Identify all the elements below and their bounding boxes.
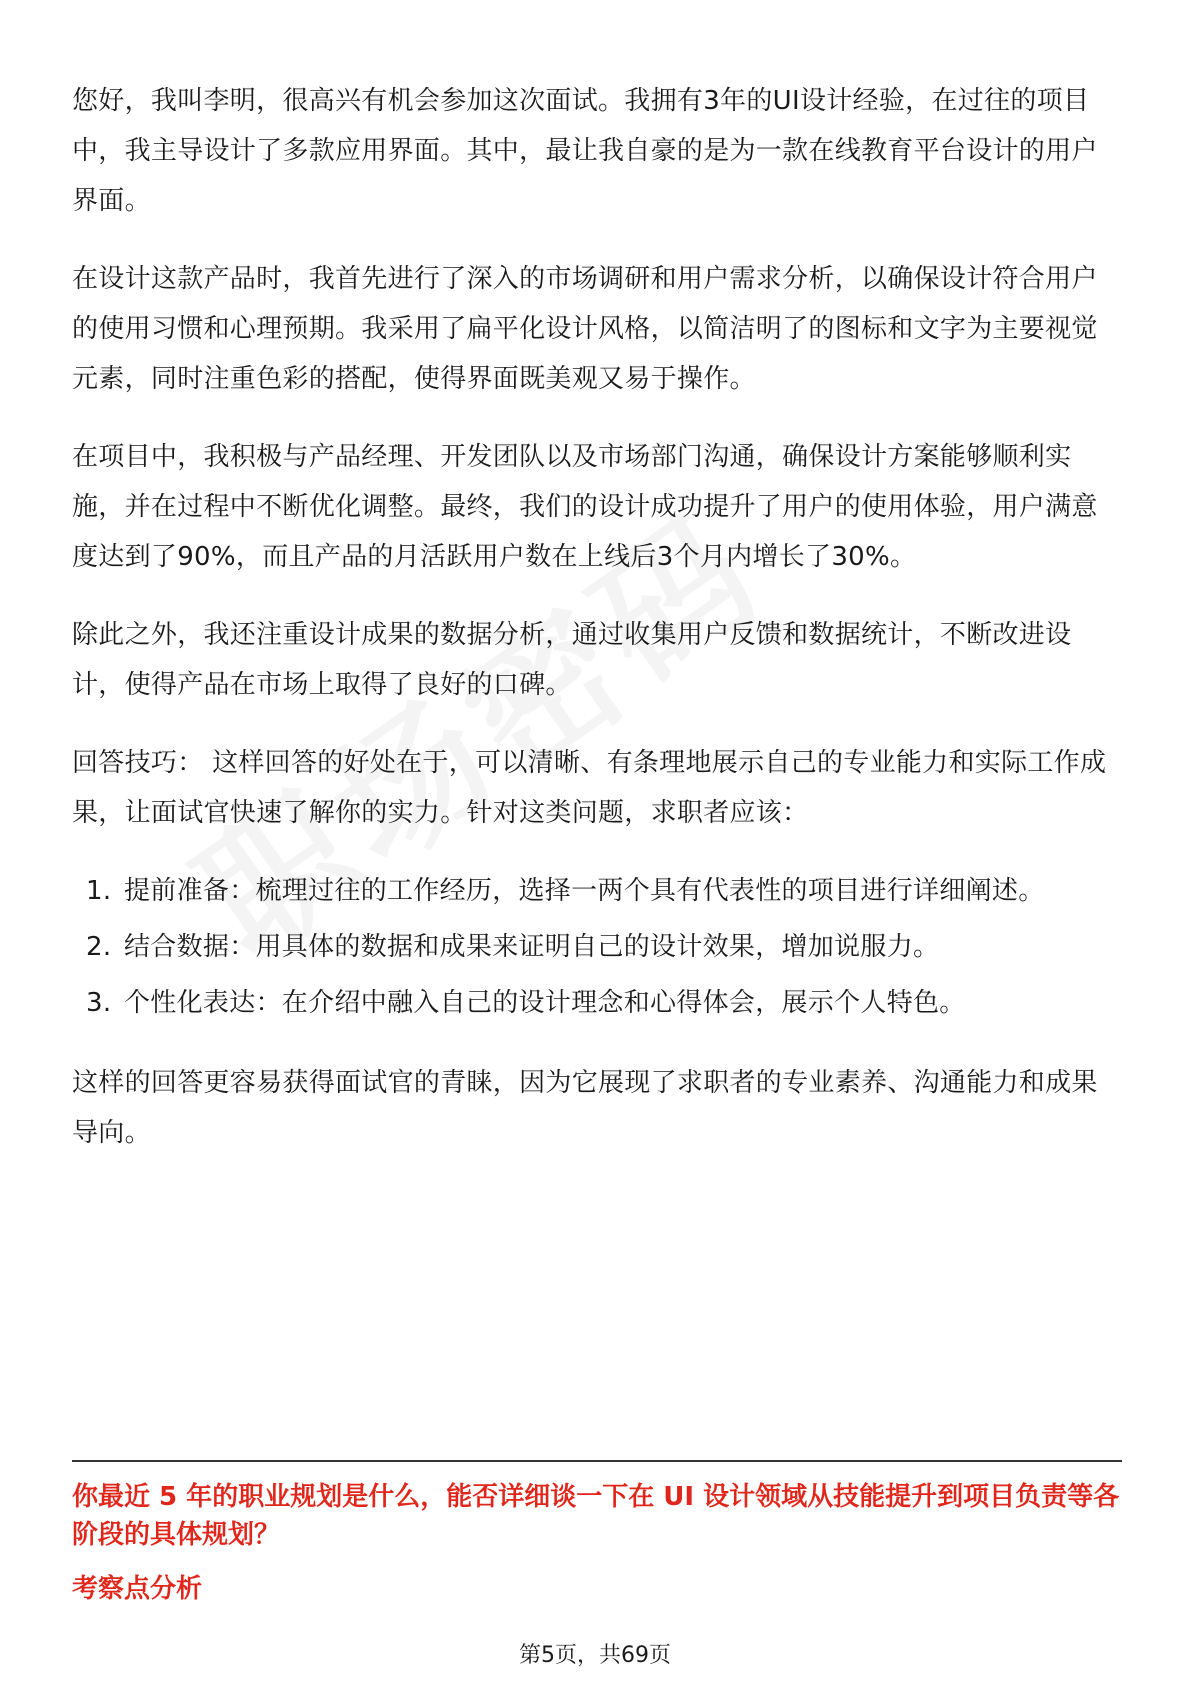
list-item [72,922,1122,972]
paragraph-closing: 这样的回答更容易获得面试官的青睐，因为它展现了求职者的专业素养、沟通能力和成果导向。 [72,1068,1098,1148]
paragraph-data-analysis: 除此之外，我还注重设计成果的数据分析，通过收集用户反馈和数据统计，不断改进设计，使得产品在市场上取得了良好的口碑。 [72,620,1072,700]
paragraph-design-process: 在设计这款产品时，我首先进行了深入的市场调研和用户需求分析，以确保设计符合用户的使用习惯和心理预期。我采用了扁平化设计风格，以简洁明了的图标和文字为主要视觉元素，同时注重色彩的搭配，使得界面既美观又易于操作。 [72,264,1098,394]
list-item-text: 个性化表达：在介绍中融入自己的设计理念和心得体会，展示个人特色。 [124,988,966,1018]
document-body [72,76,1122,1186]
paragraph-intro: 您好，我叫李明，很高兴有机会参加这次面试。我拥有3年的UI设计经验，在过往的项目中，我主导设计了多款应用界面。其中，最让我自豪的是为一款在线教育平台设计的用户界面。 [72,86,1098,216]
question-heading: 你最近 5 年的职业规划是什么，能否详细谈一下在 UI 设计领域从技能提升到项目负责等各阶段的具体规划？ [72,1482,1120,1550]
paragraph-answer-tips: 回答技巧： 这样回答的好处在于，可以清晰、有条理地展示自己的专业能力和实际工作成果，让面试官快速了解你的实力。针对这类问题，求职者应该： [72,748,1107,828]
paragraph-collaboration: 在项目中，我积极与产品经理、开发团队以及市场部门沟通，确保设计方案能够顺利实施，并在过程中不断优化调整。最终，我们的设计成功提升了用户的使用体验，用户满意度达到了90%，而且产品的月活跃用户数在上线后3个月内增长了30%。 [72,442,1098,572]
list-item [72,866,1122,916]
tips-list [72,866,1122,1028]
list-item-number: 1. [86,876,112,906]
list-item-text: 结合数据：用具体的数据和成果来证明自己的设计效果，增加说服力。 [124,932,940,962]
list-item-text: 提前准备：梳理过往的工作经历，选择一两个具有代表性的项目进行详细阐述。 [124,876,1045,906]
list-item-number: 3. [86,988,112,1018]
section-divider [72,1460,1122,1462]
list-item-number: 2. [86,932,112,962]
page-number: 第5页，共69页 [519,1643,671,1668]
analysis-subheading: 考察点分析 [72,1574,203,1604]
list-item [72,978,1122,1028]
